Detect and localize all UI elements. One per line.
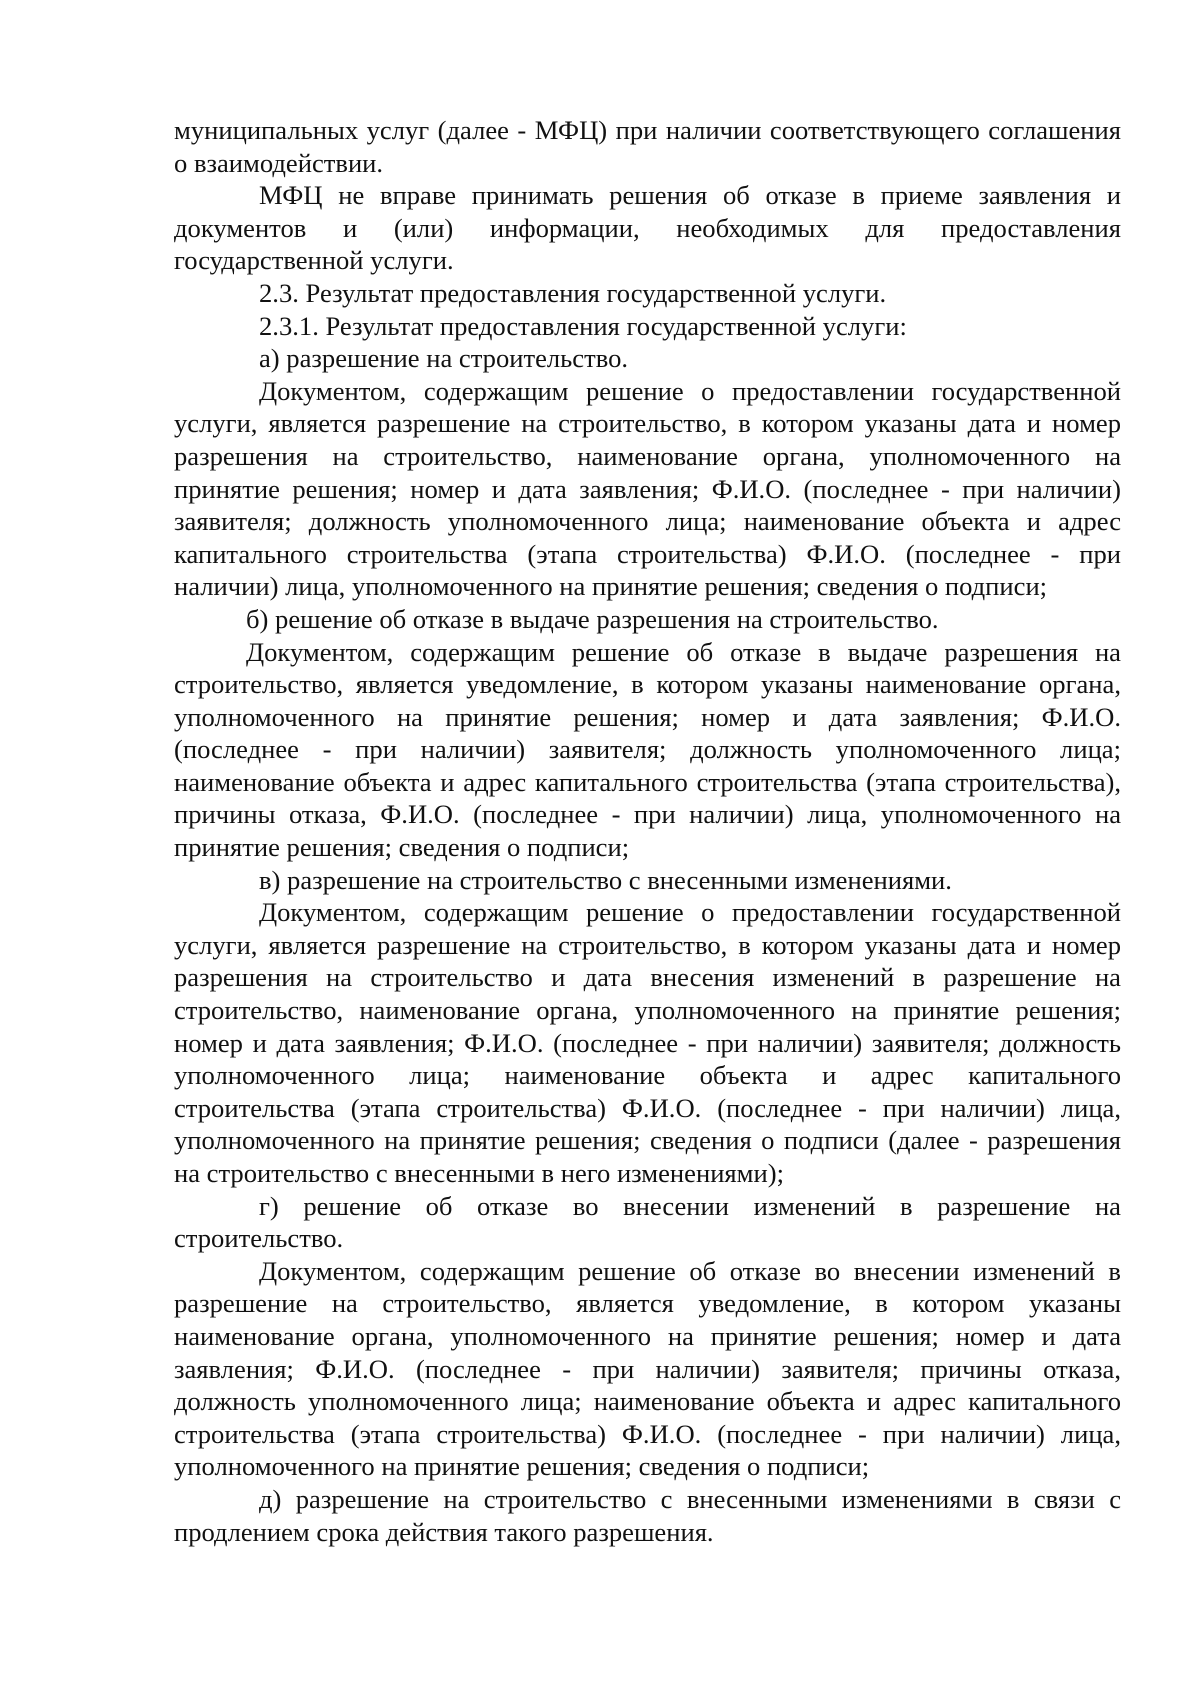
paragraph-mfc-continuation: муниципальных услуг (далее - МФЦ) при наличии соответствующего соглашения о взаимодействии. <box>174 115 1121 178</box>
section-heading-2-3: 2.3. Результат предоставления государственной услуги. <box>259 277 887 308</box>
paragraph-document-g: Документом, содержащим решение об отказе во внесении изменений в разрешение на строительство, является уведомление, в котором указаны наименование органа, уполномоченного на принятие решения; номер и дата заявления; Ф.И.О. (последнее - при наличии) заявителя; причины отказа, должность уполномоченного лица; наименование объекта и адрес капитального строительства (этапа строительства) Ф.И.О. (последнее - при наличии) лица, уполномоченного на принятие решения; сведения о подписи; <box>174 1255 1121 1482</box>
section-heading-2-3-1: 2.3.1. Результат предоставления государственной услуги: <box>259 310 907 341</box>
list-item-d: д) разрешение на строительство с внесенными изменениями в связи с продлением срока действия такого разрешения. <box>174 1483 1121 1547</box>
paragraph-mfc-restriction: МФЦ не вправе принимать решения об отказе в приеме заявления и документов и (или) информации, необходимых для предоставления государственной услуги. <box>174 180 1121 276</box>
list-item-v: в) разрешение на строительство с внесенными изменениями. <box>259 864 952 895</box>
paragraph-document-v: Документом, содержащим решение о предоставлении государственной услуги, является разрешение на строительство, в котором указаны дата и номер разрешения на строительство и дата внесения изменений в разрешение на строительство, наименование органа, уполномоченного на принятие решения; номер и дата заявления; Ф.И.О. (последнее - при наличии) заявителя; должность уполномоченного лица; наименование объекта и адрес капитального строительства (этапа строительства) Ф.И.О. (последнее - при наличии) лица, уполномоченного на принятие решения; сведения о подписи (далее - разрешения на строительство с внесенными в него изменениями); <box>174 897 1121 1188</box>
paragraph-document-a: Документом, содержащим решение о предоставлении государственной услуги, является разрешение на строительство, в котором указаны дата и номер разрешения на строительство, наименование органа, уполномоченного на принятие решения; номер и дата заявления; Ф.И.О. (последнее - при наличии) заявителя; должность уполномоченного лица; наименование объекта и адрес капитального строительства (этапа строительства) Ф.И.О. (последнее - при наличии) лица, уполномоченного на принятие решения; сведения о подписи; <box>174 375 1121 602</box>
list-item-g: г) решение об отказе во внесении изменений в разрешение на строительство. <box>174 1190 1121 1254</box>
list-item-a: а) разрешение на строительство. <box>259 343 629 374</box>
paragraph-document-b: Документом, содержащим решение об отказе в выдаче разрешения на строительство, является уведомление, в котором указаны наименование органа, уполномоченного на принятие решения; номер и дата заявления; Ф.И.О. (последнее - при наличии) заявителя; должность уполномоченного лица; наименование объекта и адрес капитального строительства (этапа строительства), причины отказа, Ф.И.О. (последнее - при наличии) лица, уполномоченного на принятие решения; сведения о подписи; <box>174 636 1121 863</box>
document-page <box>174 114 1121 1548</box>
list-item-b: б) решение об отказе в выдаче разрешения на строительство. <box>246 603 939 634</box>
